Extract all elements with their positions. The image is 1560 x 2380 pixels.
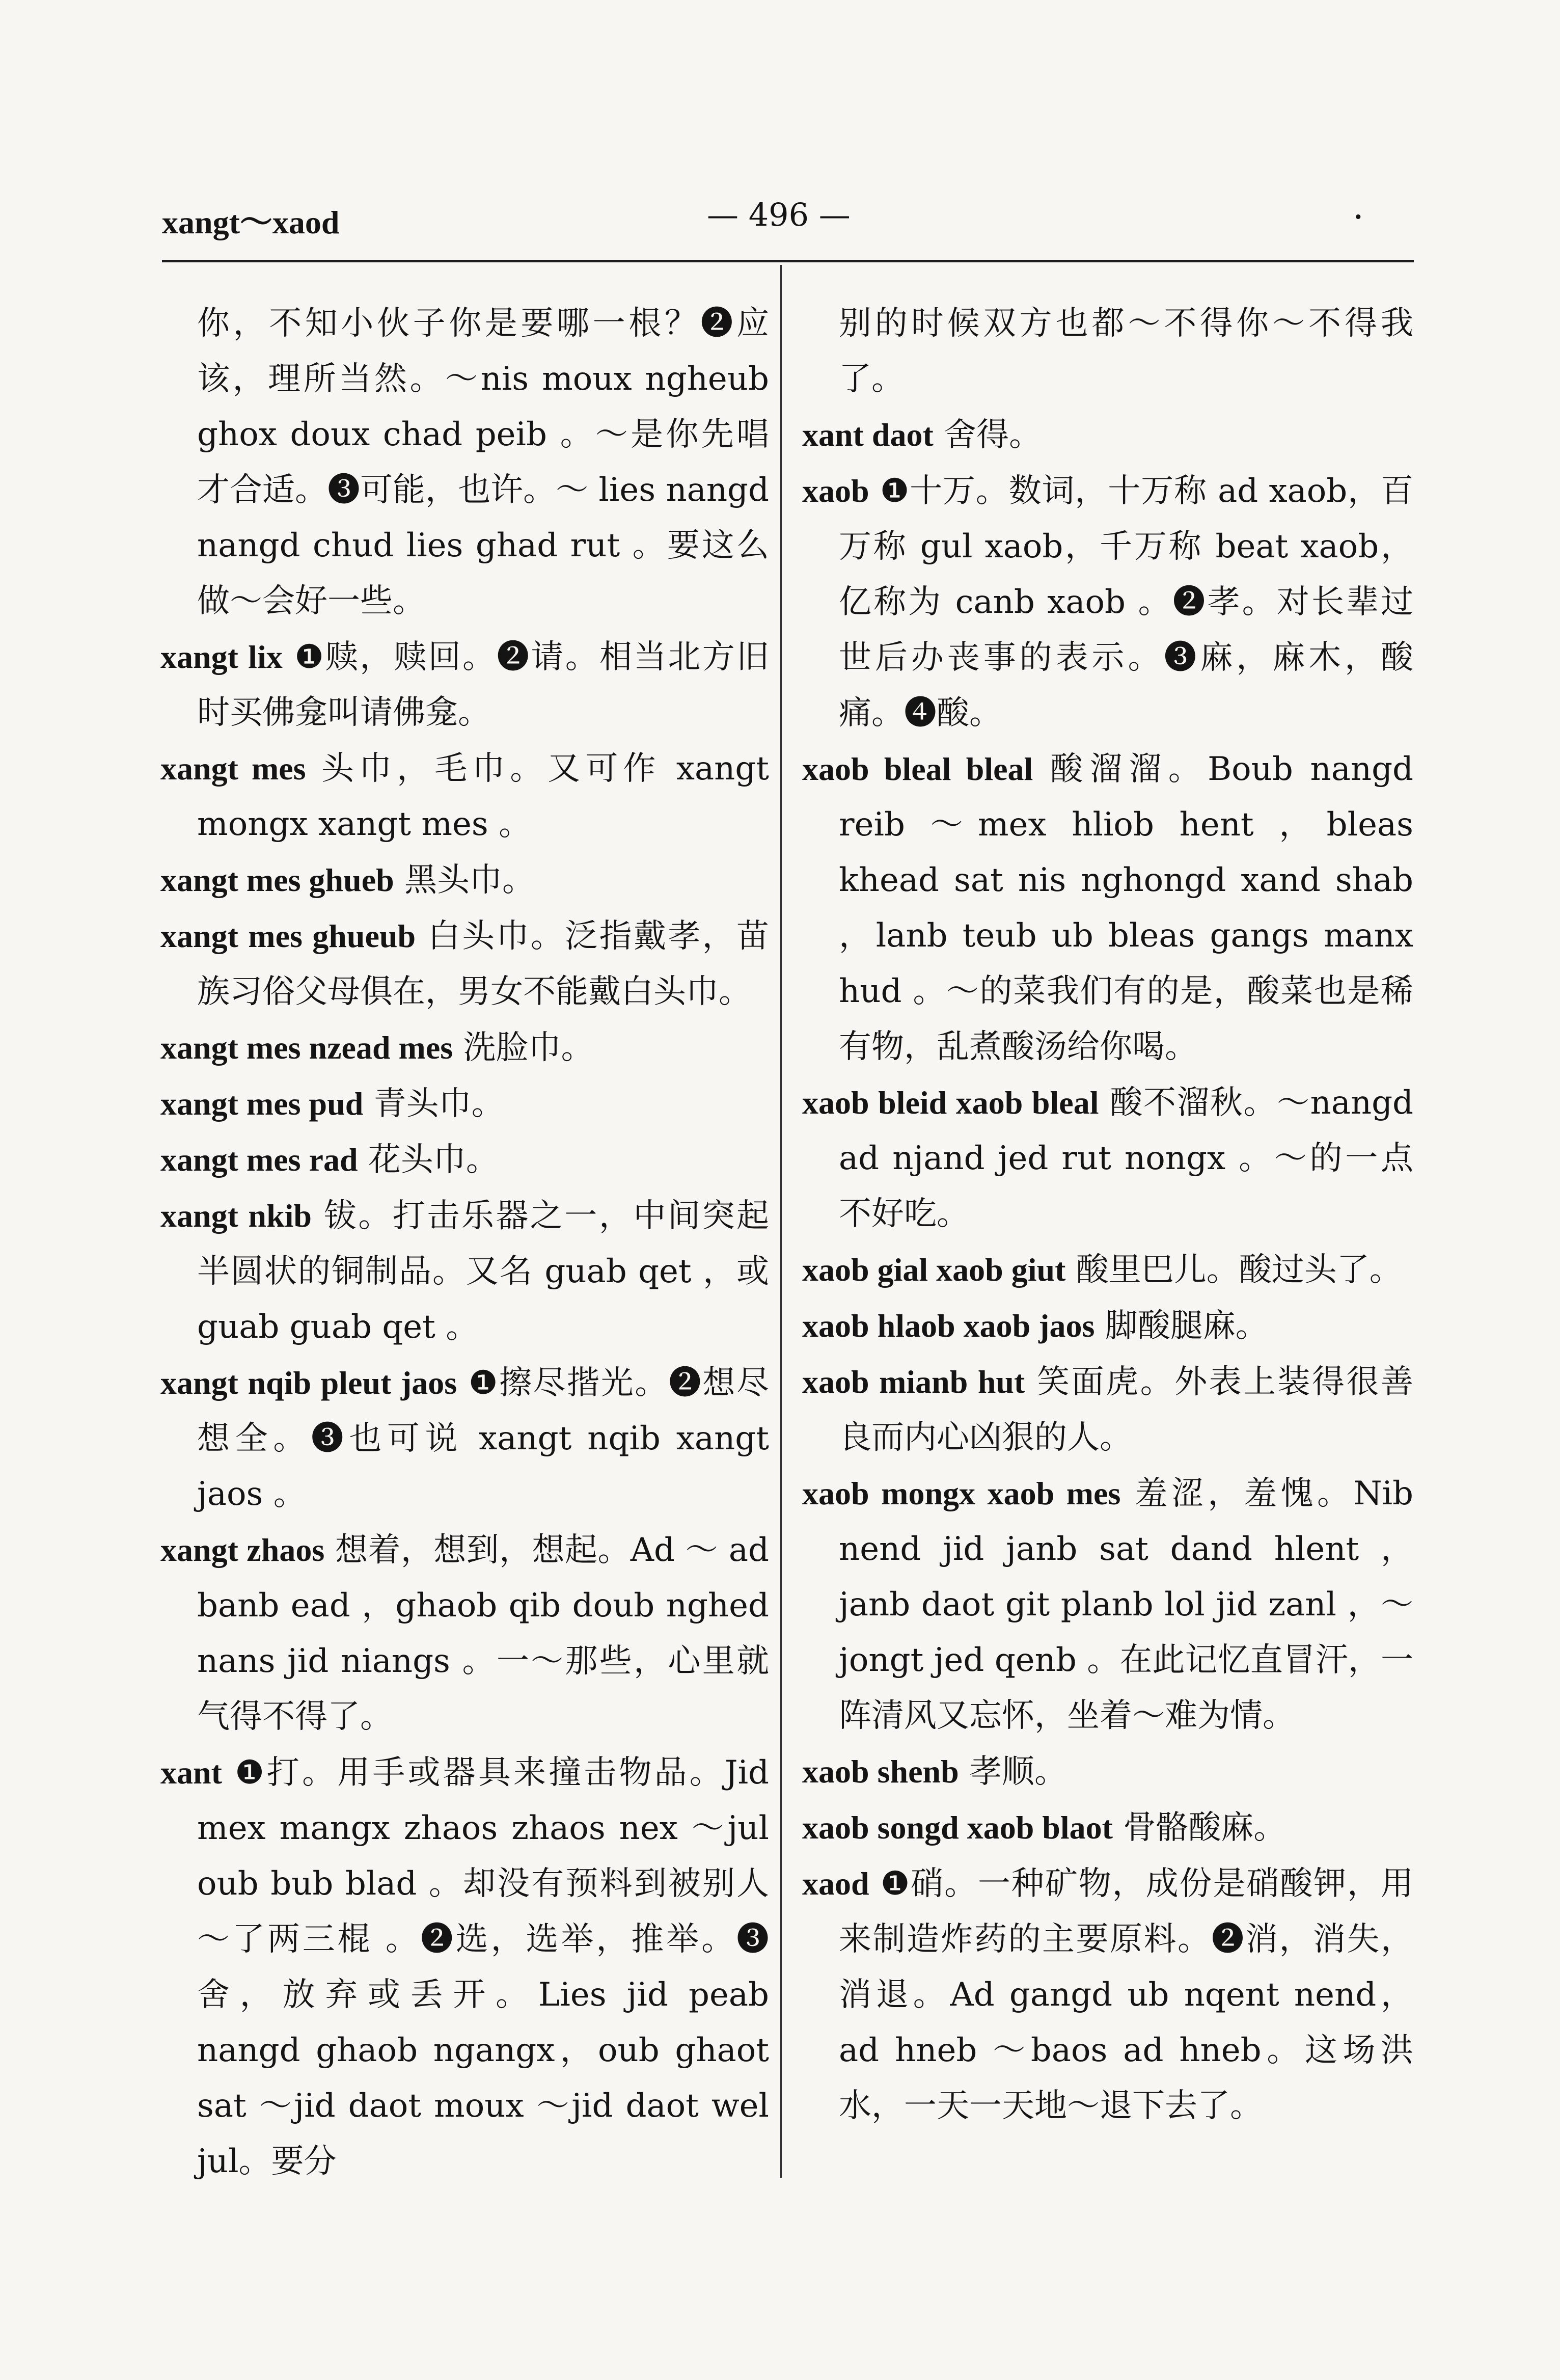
column-divider xyxy=(780,265,782,2178)
page-number: — 496 — xyxy=(707,196,851,233)
entry-definition: 洗脸巾。 xyxy=(463,1029,594,1067)
dictionary-entry xyxy=(160,1522,769,1745)
dictionary-entry xyxy=(160,852,769,908)
dictionary-entry xyxy=(802,1800,1413,1856)
header-rule xyxy=(162,260,1414,262)
dictionary-entry xyxy=(802,1744,1413,1800)
entry-headword: xaob shenb xyxy=(802,1753,959,1790)
entry-headword: xaob bleal bleal xyxy=(802,751,1033,787)
entry-definition: 孝顺。 xyxy=(969,1753,1068,1791)
dictionary-entry xyxy=(802,741,1413,1075)
entry-definition: ❶赎，赎回。❷请。相当北方旧时买佛龛叫请佛龛。 xyxy=(197,638,770,732)
entry-headword: xangt mes rad xyxy=(160,1142,358,1178)
page-header xyxy=(162,196,1425,247)
entry-definition: 酸里巴儿。酸过头了。 xyxy=(1076,1251,1402,1289)
entry-headword: xaob xyxy=(802,473,869,509)
entry-headword: xaob mianb hut xyxy=(802,1364,1025,1400)
entry-definition: 想着，想到，想起。Ad ～ ad banb ead ，ghaob qib doub nghed nans jid niangs 。一～那些，心里就气得不得了。 xyxy=(197,1531,770,1736)
dictionary-entry xyxy=(160,1132,769,1188)
entry-headword: xangt nqib pleut jaos xyxy=(160,1365,457,1401)
dictionary-entry xyxy=(802,1242,1413,1298)
entry-definition: 白头巾。泛指戴孝，苗族习俗父母俱在，男女不能戴白头巾。 xyxy=(197,917,770,1011)
entry-headword: xangt mes ghueb xyxy=(160,862,394,898)
dictionary-entry xyxy=(160,295,769,629)
entry-definition: 黑头巾。 xyxy=(404,861,535,899)
entry-headword: xaob bleid xaob bleal xyxy=(802,1085,1099,1121)
entry-headword: xangt mes ghueub xyxy=(160,918,416,954)
entry-definition: ❶十万。数词，十万称 ad xaob，百万称 gul xaob，千万称 beat xaob，亿称为 canb xaob 。❷孝。对长辈过世后办丧事的表示。❸麻，麻木，酸痛。❹酸。 xyxy=(839,472,1413,732)
dictionary-entry xyxy=(802,1466,1413,1744)
entry-headword: xaob songd xaob blaot xyxy=(802,1809,1113,1846)
entry-definition: 头巾，毛巾。又可作 xangt mongx xangt mes 。 xyxy=(197,750,770,843)
dictionary-entry xyxy=(802,463,1413,741)
entry-definition: 青头巾。 xyxy=(373,1085,504,1123)
dictionary-entry xyxy=(160,1745,769,2189)
entry-headword: xant daot xyxy=(802,417,934,453)
entry-definition: 钹。打击乐器之一，中间突起半圆状的铜制品。又名 guab qet ，或 guab guab qet 。 xyxy=(197,1197,770,1346)
dictionary-entry xyxy=(802,295,1413,407)
entry-headword: xant xyxy=(160,1754,222,1791)
entry-definition: 骨骼酸麻。 xyxy=(1123,1809,1287,1847)
dictionary-entry xyxy=(160,1355,769,1522)
dictionary-entry xyxy=(160,629,769,741)
entry-headword: xaod xyxy=(802,1865,869,1902)
entry-definition: 别的时候双方也都～不得你～不得我了。 xyxy=(839,305,1413,398)
entry-headword: xangt mes pud xyxy=(160,1086,364,1122)
dictionary-entry xyxy=(160,1188,769,1355)
dictionary-entry xyxy=(802,1354,1413,1466)
entry-headword: xangt lix xyxy=(160,639,283,675)
dictionary-entry xyxy=(802,1298,1413,1354)
header-dot: · xyxy=(1352,196,1364,238)
entry-definition: 脚酸腿麻。 xyxy=(1105,1307,1268,1345)
entry-headword: xaob mongx xaob mes xyxy=(802,1475,1121,1511)
dictionary-entry xyxy=(802,407,1413,463)
entry-definition: ❶硝。一种矿物，成份是硝酸钾，用来制造炸药的主要原料。❷消，消失，消退。Ad gangd ub nqent nend，ad hneb ～baos ad hneb。这场洪水，一天一天地～退下去了。 xyxy=(839,1865,1414,2125)
entry-definition: ❶打。用手或器具来撞击物品。Jid mex mangx zhaos zhaos nex ～jul oub bub blad 。却没有预料到被别人～了两三棍 。❷选，选举，推举。❸舍，放弃或丢开。Lies jid peab nangd ghaob ngangx，oub ghaot sat ～jid daot moux ～jid daot wel jul。要分 xyxy=(197,1754,770,2180)
entry-definition: 花头巾。 xyxy=(368,1141,499,1179)
dictionary-entry xyxy=(160,908,769,1020)
dictionary-entry xyxy=(802,1856,1413,2134)
entry-definition: 羞涩，羞愧。Nib nend jid janb sat dand hlent ，janb daot git planb lol jid zanl ，～jongt jed qenb 。在此记忆直冒汗，一阵清风又忘怀，坐着～难为情。 xyxy=(839,1475,1414,1735)
entry-definition: ❶擦尽揩光。❷想尽想全。❸也可说 xangt nqib xangt jaos 。 xyxy=(197,1364,770,1513)
entry-definition: 你，不知小伙子你是要哪一根？❷应该，理所当然。～nis moux ngheub ghox doux chad peib 。～是你先唱才合适。❸可能，也许。～ lies nangd nangd chud lies ghad rut 。要这么做～会好一些。 xyxy=(197,305,769,620)
right-column xyxy=(802,295,1413,2134)
entry-headword: xangt mes xyxy=(160,750,306,787)
entry-definition: 酸不溜秋。～nangd ad njand jed rut nongx 。～的一点不好吃。 xyxy=(839,1084,1414,1233)
entry-headword: xangt mes nzead mes xyxy=(160,1030,453,1066)
entry-headword: xangt zhaos xyxy=(160,1532,325,1568)
dictionary-entry xyxy=(160,1076,769,1132)
running-head: xangt～xaod xyxy=(162,204,340,240)
left-column xyxy=(160,295,769,2189)
entry-headword: xaob gial xaob giut xyxy=(802,1252,1066,1288)
entry-headword: xaob hlaob xaob jaos xyxy=(802,1308,1095,1344)
entry-definition: 舍得。 xyxy=(944,416,1042,454)
dictionary-entry xyxy=(160,741,769,852)
dictionary-entry xyxy=(160,1020,769,1076)
entry-headword: xangt nkib xyxy=(160,1198,312,1234)
entry-definition: 酸溜溜。Boub nangd reib ～mex hliob hent ，bleas khead sat nis nghongd xand shab ，lanb teub ub bleas gangs manx hud 。～的菜我们有的是，酸菜也是稀有物，乱煮酸汤给你喝。 xyxy=(839,750,1414,1066)
entry-definition: 笑面虎。外表上装得很善良而内心凶狠的人。 xyxy=(839,1363,1414,1456)
dictionary-entry xyxy=(802,1075,1413,1242)
